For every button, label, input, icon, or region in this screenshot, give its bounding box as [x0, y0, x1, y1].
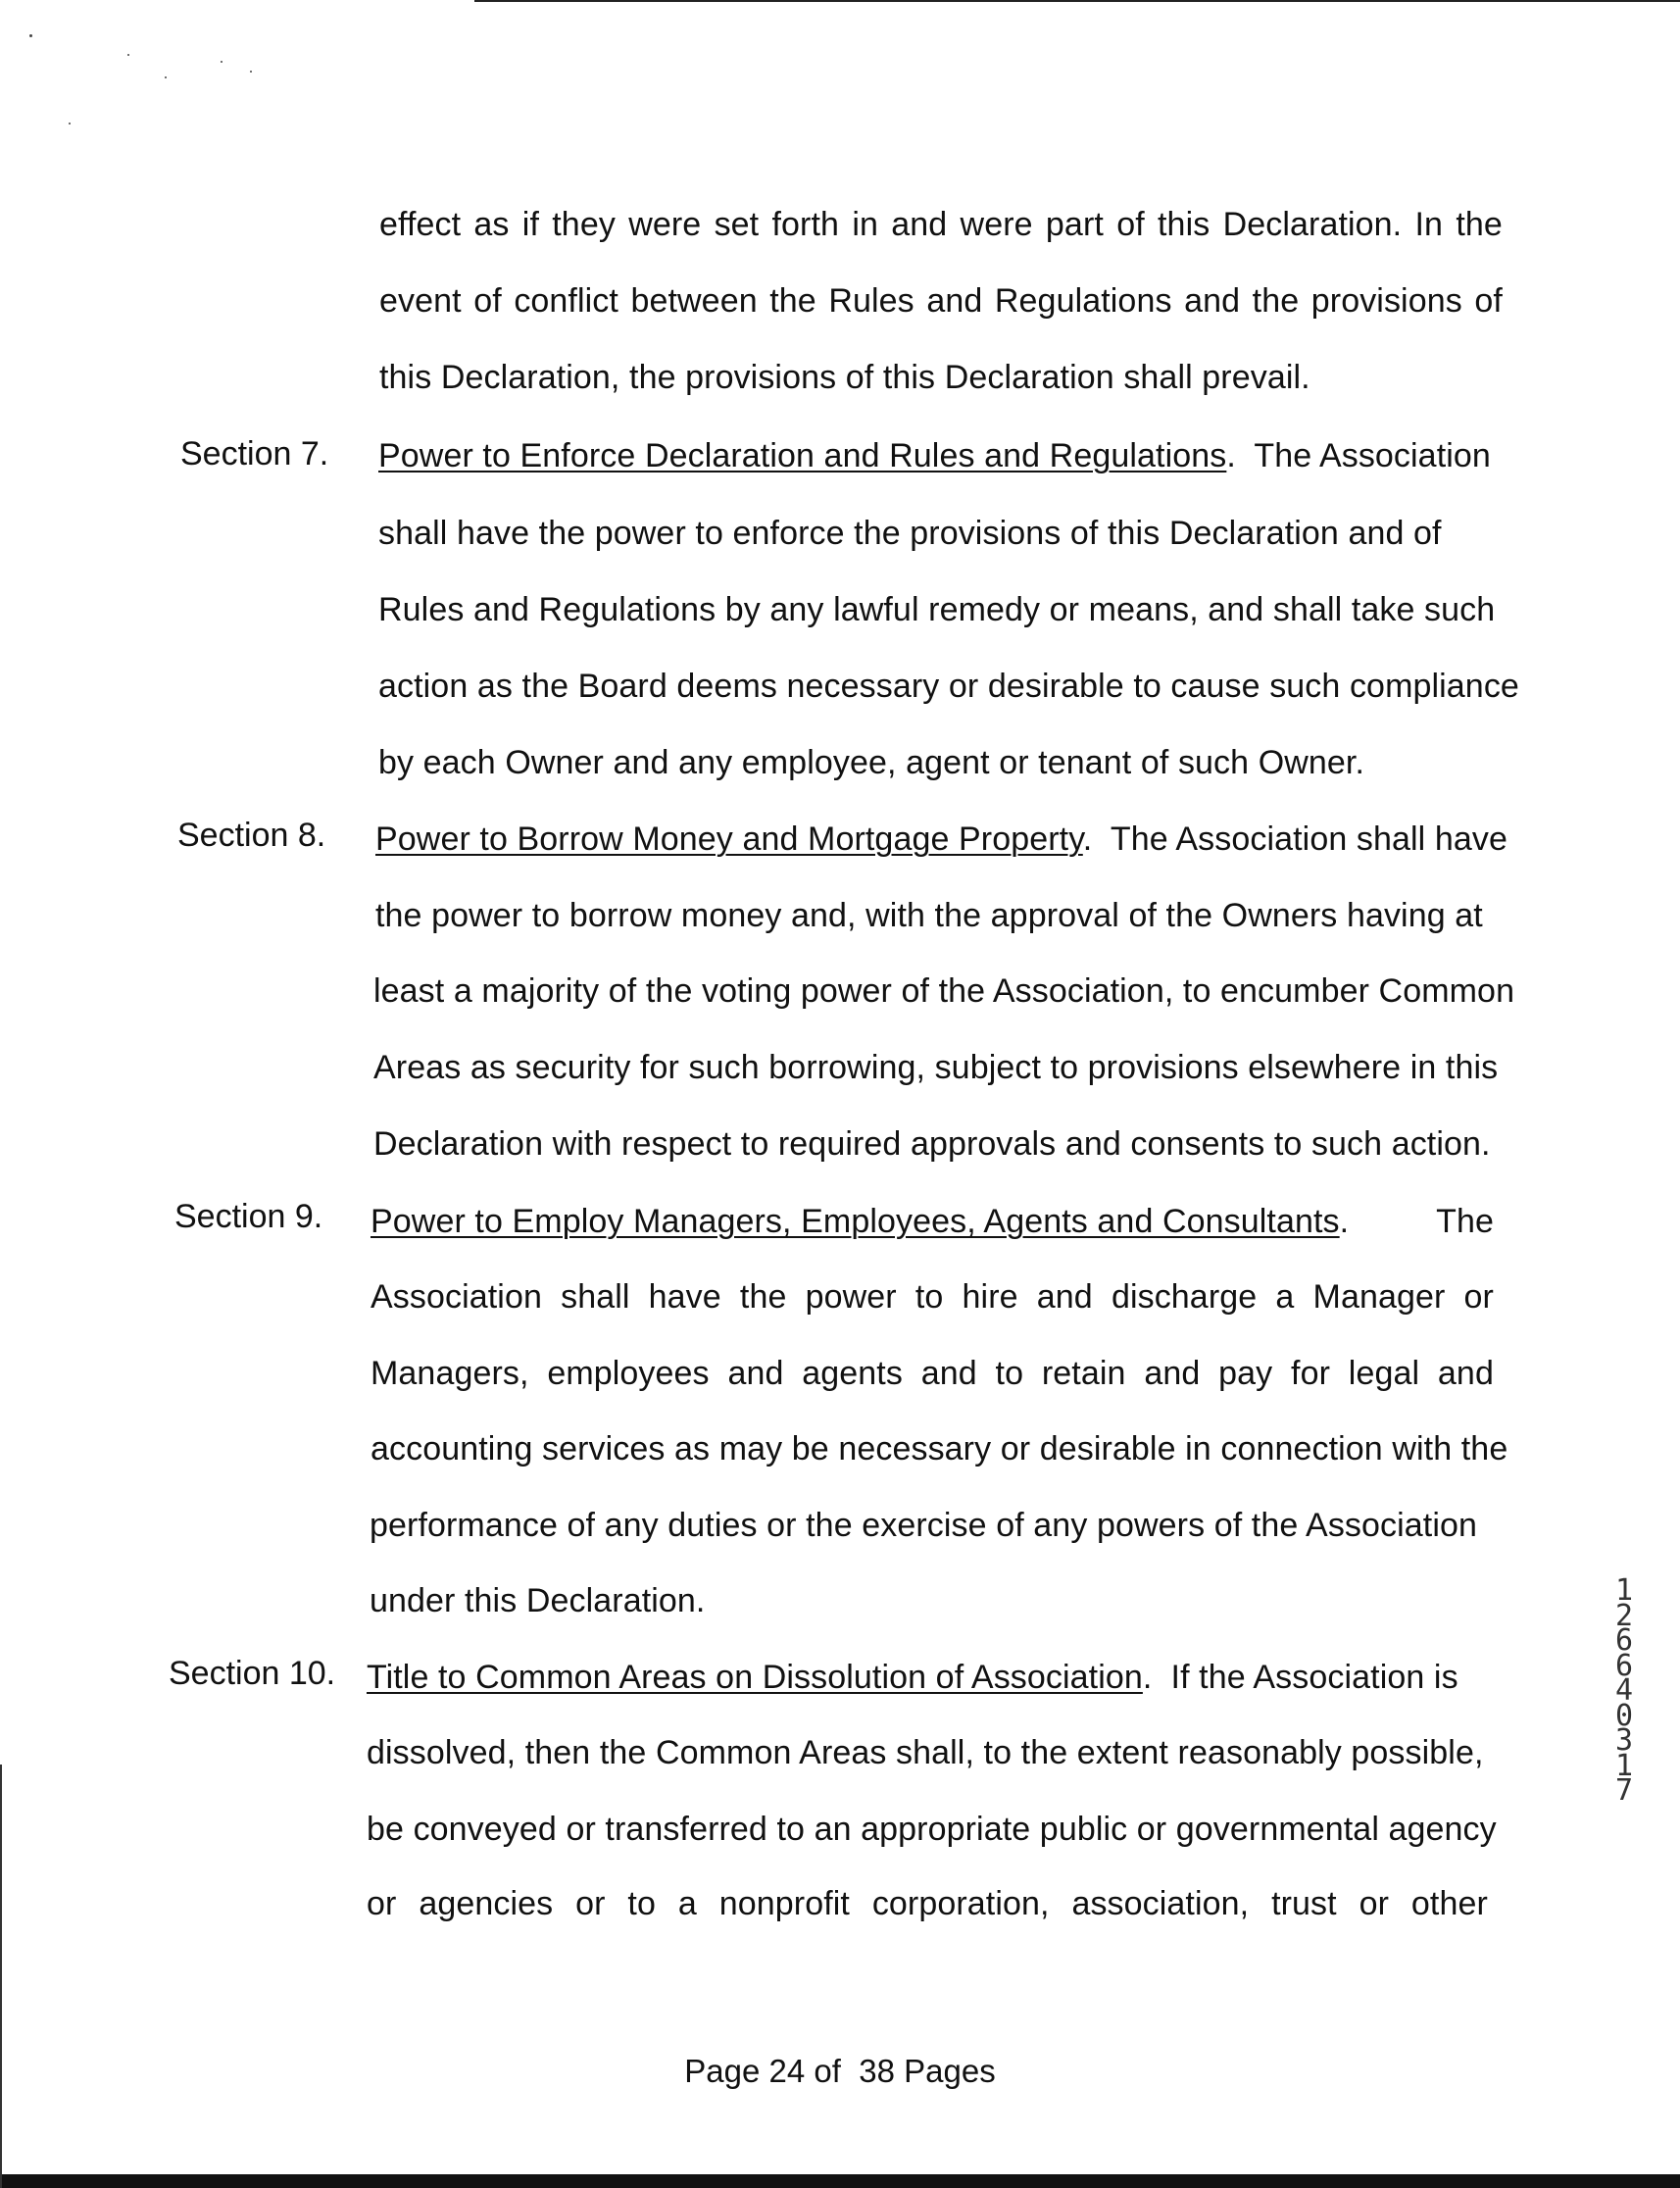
scan-speck [69, 123, 71, 124]
section-first-line: Power to Employ Managers, Employees, Agents and Consultants. The [371, 1203, 1494, 1240]
body-line: effect as if they were set forth in and were part of this Declaration. In the [379, 206, 1503, 243]
body-line: Association shall have the power to hire and discharge a Manager or [371, 1278, 1494, 1316]
body-line: action as the Board deems necessary or desirable to cause such compliance [378, 668, 1519, 705]
margin-stamp-number: 12664 0317 [1614, 1573, 1634, 1808]
body-line: this Declaration, the provisions of this Declaration shall prevail. [379, 359, 1310, 396]
body-line: least a majority of the voting power of the Association, to encumber Common [373, 972, 1515, 1010]
section-heading: Power to Employ Managers, Employees, Agents and Consultants [371, 1203, 1340, 1240]
body-line: event of conflict between the Rules and Regulations and the provisions of [379, 282, 1503, 320]
body-line: the power to borrow money and, with the approval of the Owners having at [375, 897, 1483, 934]
body-line: accounting services as may be necessary or desirable in connection with the [371, 1430, 1508, 1467]
body-line: under this Declaration. [370, 1582, 706, 1619]
section-label: Section 7. [180, 435, 329, 472]
body-line: or agencies or to a nonprofit corporation, association, trust or other [367, 1885, 1488, 1922]
body-line: Rules and Regulations by any lawful remedy or means, and shall take such [378, 591, 1496, 628]
scan-edge-left [0, 1765, 2, 2188]
scan-speck [165, 76, 167, 78]
body-line: Managers, employees and agents and to retain and pay for legal and [371, 1355, 1494, 1392]
scan-speck [29, 34, 32, 37]
body-line: by each Owner and any employee, agent or tenant of such Owner. [378, 744, 1365, 781]
section-heading: Title to Common Areas on Dissolution of Association [367, 1659, 1143, 1696]
section-label: Section 10. [169, 1655, 336, 1692]
scan-edge-top [474, 0, 1680, 2]
body-line: shall have the power to enforce the provisions of this Declaration and of [378, 515, 1442, 552]
body-line: Declaration with respect to required approvals and consents to such action. [373, 1125, 1491, 1163]
body-line: Areas as security for such borrowing, subject to provisions elsewhere in this [373, 1049, 1499, 1086]
section-heading: Power to Borrow Money and Mortgage Property [375, 820, 1083, 858]
scan-speck [127, 54, 129, 56]
section-first-line: Title to Common Areas on Dissolution of Association. If the Association is [367, 1659, 1458, 1696]
scan-edge-bottom [0, 2174, 1680, 2188]
section-first-line: Power to Enforce Declaration and Rules and Regulations. The Association [378, 437, 1491, 474]
body-line: dissolved, then the Common Areas shall, to the extent reasonably possible, [367, 1734, 1484, 1771]
section-heading: Power to Enforce Declaration and Rules and Regulations [378, 437, 1227, 474]
page-footer: Page 24 of 38 Pages [684, 2053, 996, 2089]
scan-speck [250, 71, 252, 73]
body-line: be conveyed or transferred to an appropriate public or governmental agency [367, 1811, 1497, 1848]
section-first-line: Power to Borrow Money and Mortgage Property. The Association shall have [375, 820, 1507, 858]
section-label: Section 8. [177, 817, 326, 854]
section-label: Section 9. [174, 1198, 323, 1235]
body-line: performance of any duties or the exercise of any powers of the Association [370, 1507, 1478, 1544]
scan-speck [221, 61, 222, 63]
